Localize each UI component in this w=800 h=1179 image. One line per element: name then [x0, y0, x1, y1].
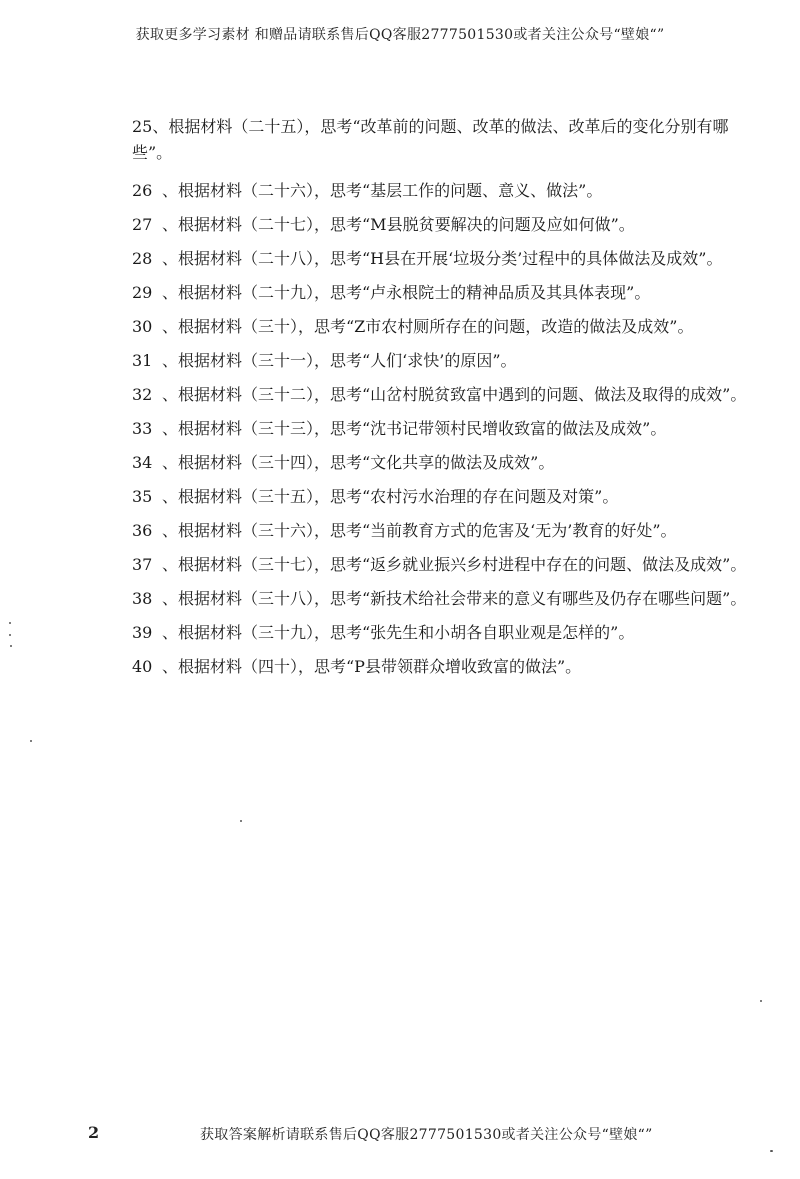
- list-item: [100, 114, 760, 166]
- item-number: 35: [132, 487, 153, 506]
- item-number: 26: [132, 181, 153, 200]
- item-number: 27: [132, 215, 153, 234]
- item-number: 25: [132, 117, 153, 136]
- list-item: [100, 480, 760, 514]
- item-text: 、根据材料（二十九），思考“卢永根院士的精神品质及其具体表现”。: [162, 283, 651, 302]
- item-number: 33: [132, 419, 153, 438]
- list-item: [100, 310, 760, 344]
- item-number: 37: [132, 555, 153, 574]
- item-text: 、根据材料（二十五），思考“改革前的问题、改革的做法、改革后的变化分别有哪些”。: [132, 117, 729, 162]
- page-header: [0, 24, 800, 44]
- footer-text: 获取答案解析请联系售后QQ客服2777501530或者关注公众号“壁娘“”: [200, 1127, 653, 1143]
- scan-speck: [9, 634, 11, 636]
- scan-speck: [10, 645, 12, 647]
- item-text: 、根据材料（三十），思考“Z市农村厕所存在的问题，改造的做法及成效”。: [162, 317, 694, 336]
- list-item: [100, 582, 760, 616]
- list-item: [100, 242, 760, 276]
- item-text: 、根据材料（三十五），思考“农村污水治理的存在问题及对策”。: [162, 487, 619, 506]
- list-item: [100, 208, 760, 242]
- item-text: 、根据材料（三十九），思考“张先生和小胡各自职业观是怎样的”。: [162, 623, 635, 642]
- list-item: [100, 344, 760, 378]
- list-item: [100, 174, 760, 208]
- item-text: 、根据材料（三十四），思考“文化共享的做法及成效”。: [162, 453, 555, 472]
- item-text: 、根据材料（三十八），思考“新技术给社会带来的意义有哪些及仍存在哪些问题”。: [162, 589, 747, 608]
- list-item: [100, 446, 760, 480]
- item-text: 、根据材料（二十六），思考“基层工作的问题、意义、做法”。: [162, 181, 603, 200]
- item-number: 31: [132, 351, 153, 370]
- list-item: [100, 616, 760, 650]
- item-text: 、根据材料（三十七），思考“返乡就业振兴乡村进程中存在的问题、做法及成效”。: [162, 555, 747, 574]
- list-item: [100, 548, 760, 582]
- list-item: [100, 412, 760, 446]
- item-text: 、根据材料（三十二），思考“山岔村脱贫致富中遇到的问题、做法及取得的成效”。: [162, 385, 747, 404]
- item-number: 28: [132, 249, 153, 268]
- list-item: [100, 650, 760, 684]
- item-text: 、根据材料（四十），思考“P县带领群众增收致富的做法”。: [162, 657, 582, 676]
- list-item: [100, 514, 760, 548]
- question-list: [100, 114, 760, 684]
- item-text: 、根据材料（三十一），思考“人们‘求快’的原因”。: [162, 351, 517, 370]
- item-number: 36: [132, 521, 153, 540]
- list-item: [100, 276, 760, 310]
- scan-speck: [770, 1150, 773, 1152]
- scan-speck: [30, 740, 32, 742]
- list-item: [100, 378, 760, 412]
- item-number: 30: [132, 317, 153, 336]
- scan-speck: [240, 820, 242, 822]
- item-text: 、根据材料（三十三），思考“沈书记带领村民增收致富的做法及成效”。: [162, 419, 667, 438]
- item-text: 、根据材料（三十六），思考“当前教育方式的危害及‘无为’教育的好处”。: [162, 521, 677, 540]
- page-number: 2: [88, 1123, 100, 1142]
- scan-speck: [9, 622, 11, 624]
- item-text: 、根据材料（二十八），思考“H县在开展‘垃圾分类’过程中的具体做法及成效”。: [162, 249, 723, 268]
- item-number: 29: [132, 283, 153, 302]
- item-number: 39: [132, 623, 153, 642]
- item-number: 34: [132, 453, 153, 472]
- scan-speck: [760, 1000, 762, 1002]
- item-number: 38: [132, 589, 153, 608]
- header-text: 获取更多学习素材 和赠品请联系售后QQ客服2777501530或者关注公众号“壁娘“”: [135, 27, 665, 43]
- item-text: 、根据材料（二十七），思考“M县脱贫要解决的问题及应如何做”。: [162, 215, 635, 234]
- item-number: 40: [132, 657, 153, 676]
- item-number: 32: [132, 385, 153, 404]
